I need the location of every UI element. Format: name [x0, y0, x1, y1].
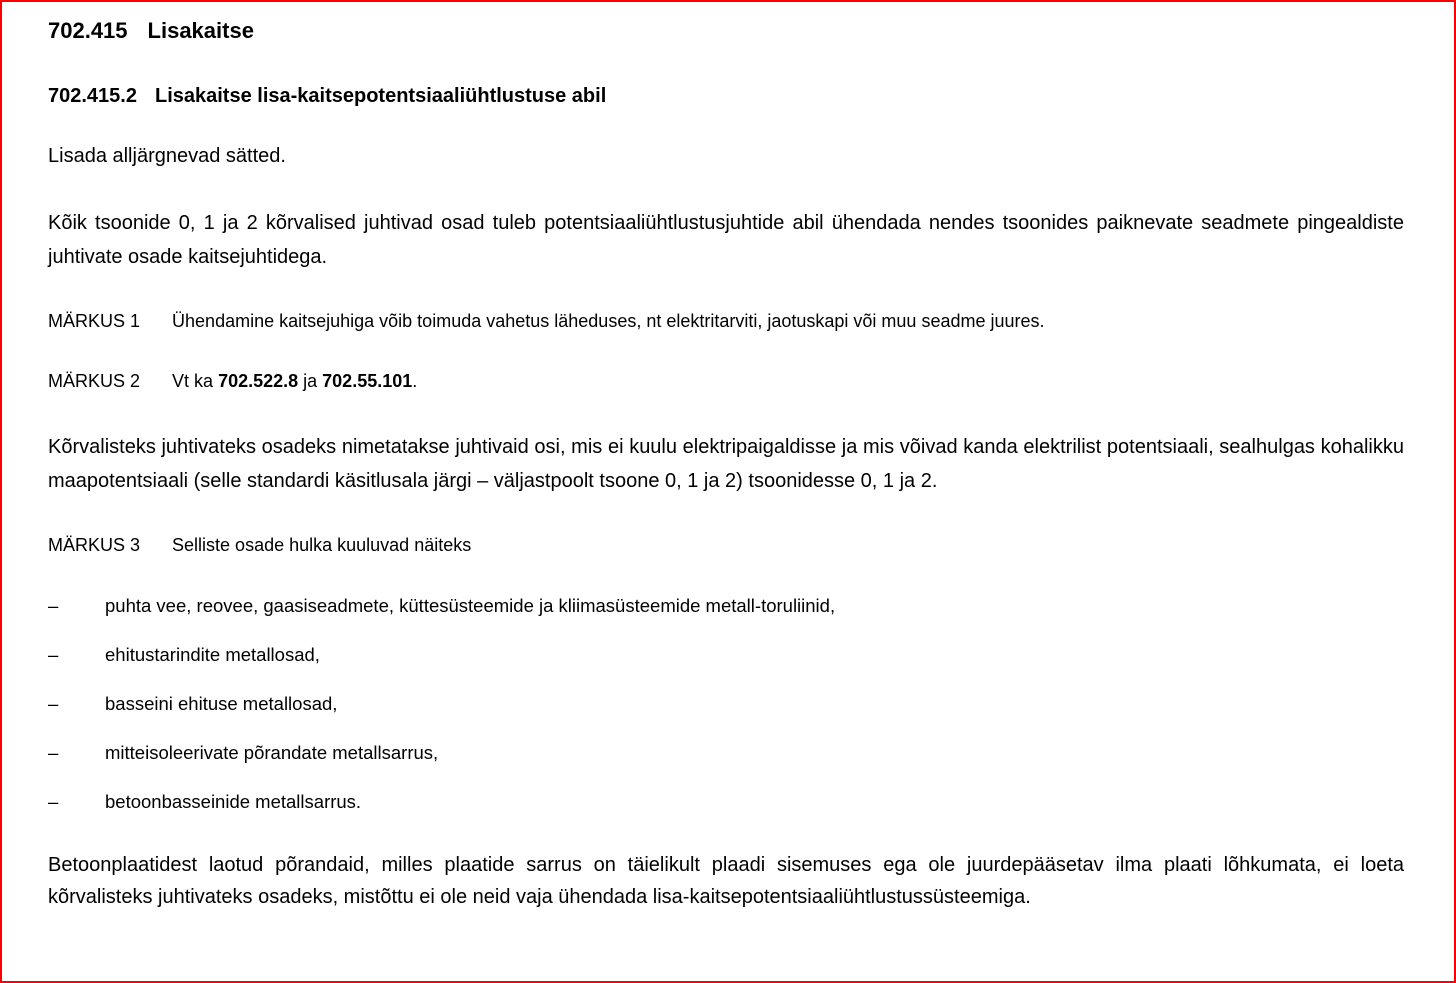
list-item [48, 741, 1404, 764]
list-item [48, 692, 1404, 715]
note-3-text: Selliste osade hulka kuuluvad näiteks [172, 535, 472, 555]
dash-marker: – [48, 595, 59, 616]
paragraph-extraneous-parts-definition: Kõrvalisteks juhtivateks osadeks nimetatakse juhtivaid osi, mis ei kuulu elektripaigaldisse ja mis võivad kanda elektrilist potentsiaali, sealhulgas kohalikku maapotentsiaali (selle standardi käsitlusala järgi – väljastpoolt tsoone 0, 1 ja 2) tsoonidesse 0, 1 ja 2. [48, 436, 1404, 492]
note-2-suffix: . [412, 371, 418, 391]
section-heading [48, 18, 1404, 44]
paragraph-bonding-requirement: Kõik tsoonide 0, 1 ja 2 kõrvalised juhtivad osad tuleb potentsiaaliühtlustusjuhtide abil ühendada nendes tsoonides paiknevate seadmete pingealdiste juhtivate osade kaitsejuhtidega. [48, 212, 1404, 268]
clause-ref-1: 702.522.8 [218, 371, 299, 391]
examples-list [48, 594, 1404, 813]
dash-marker: – [48, 791, 59, 812]
note-2-prefix: Vt ka [172, 371, 219, 391]
note-1-label: MÄRKUS 1 [48, 311, 141, 331]
dash-marker: – [48, 693, 59, 714]
list-item [48, 643, 1404, 666]
note-3-label: MÄRKUS 3 [48, 535, 141, 555]
note-2-text [172, 371, 417, 391]
note-2-label: MÄRKUS 2 [48, 371, 141, 391]
clause-ref-2: 702.55.101 [322, 371, 413, 391]
list-item-text: basseini ehituse metallosad, [105, 693, 338, 714]
note-3 [48, 534, 1404, 556]
subsection-heading-label: Lisakaitse lisa-kaitsepotentsiaaliühtlustuse abil [154, 85, 607, 107]
note-2-middle: ja [298, 371, 323, 391]
note-1 [48, 310, 1404, 332]
subsection-heading [48, 84, 1404, 108]
list-item-text: ehitustarindite metallosad, [105, 644, 320, 665]
list-item [48, 594, 1404, 617]
subsection-number: 702.415.2 [48, 85, 137, 107]
list-item-text: betoonbasseinide metallsarrus. [105, 791, 362, 812]
intro-paragraph: Lisada alljärgnevad sätted. [48, 145, 286, 167]
note-1-text: Ühendamine kaitsejuhiga võib toimuda vahetus läheduses, nt elektritarviti, jaotuskapi või muu seadme juures. [172, 311, 1045, 331]
list-item-text: mitteisoleerivate põrandate metallsarrus, [105, 742, 439, 763]
list-item-text: puhta vee, reovee, gaasiseadmete, küttesüsteemide ja kliimasüsteemide metall-toruliinid, [105, 595, 836, 616]
dash-marker: – [48, 742, 59, 763]
paragraph-concrete-slabs: Betoonplaatidest laotud põrandaid, milles plaatide sarrus on täielikult plaadi sisemuses ega ole juurdepääsetav ilma plaati lõhkumata, ei loeta kõrvalisteks juhtivateks osadeks, mistõttu ei ole neid vaja ühendada lisa-kaitsepotentsiaaliühtlustussüsteemiga. [48, 854, 1404, 908]
list-item [48, 790, 1404, 813]
note-2 [48, 370, 1404, 392]
section-number: 702.415 [48, 18, 128, 43]
dash-marker: – [48, 644, 59, 665]
section-heading-label: Lisakaitse [147, 18, 254, 43]
